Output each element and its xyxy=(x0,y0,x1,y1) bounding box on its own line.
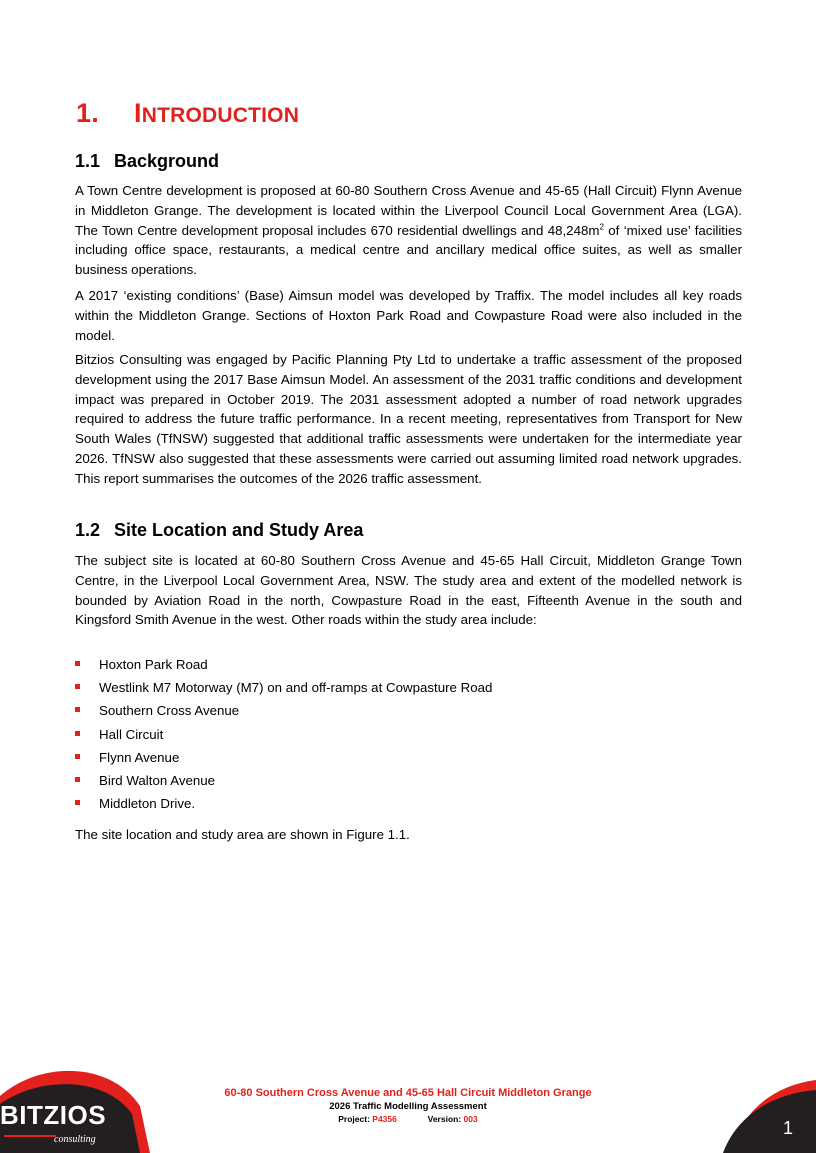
footer-title: 60-80 Southern Cross Avenue and 45-65 Hall Circuit Middleton Grange xyxy=(224,1087,592,1099)
bullet-square-icon xyxy=(75,731,80,736)
logo-tagline: consulting xyxy=(54,1134,96,1145)
paragraph-engagement: Bitzios Consulting was engaged by Pacific Planning Pty Ltd to undertake a traffic assessment of the proposed development using the 2017 Base Aimsun Model. An assessment of the 2031 traffic conditions and development impact was prepared in October 2019. The 2031 assessment adopted a number of road network upgrades required to address the future traffic performance. In a recent meeting, representatives from Transport for New South Wales (TfNSW) suggested that additional traffic assessments were undertaken for the intermediate year 2026. TfNSW also suggested that these assessments were carried out assuming limited road network upgrades. This report summarises the outcomes of the 2026 traffic assessment. xyxy=(75,352,742,486)
paragraph-figure-reference: The site location and study area are shown in Figure 1.1. xyxy=(75,827,410,842)
list-item: Southern Cross Avenue xyxy=(75,701,742,724)
bullet-square-icon xyxy=(75,800,80,805)
section-title: Background xyxy=(114,151,220,171)
bullet-square-icon xyxy=(75,684,80,689)
road-list xyxy=(75,655,742,817)
chapter-heading xyxy=(76,98,299,129)
bullet-square-icon xyxy=(75,777,80,782)
section-heading-site-location xyxy=(75,520,363,541)
version-label: Version: xyxy=(427,1114,462,1124)
bullet-square-icon xyxy=(75,661,80,666)
bullet-square-icon xyxy=(75,707,80,712)
section-title: Site Location and Study Area xyxy=(114,520,364,540)
project-label: Project: xyxy=(338,1114,370,1124)
footer-project-line xyxy=(0,1113,816,1126)
list-item: Hoxton Park Road xyxy=(75,655,742,678)
section-heading-background xyxy=(75,151,219,172)
logo-underline xyxy=(4,1135,56,1137)
project-value: P4356 xyxy=(372,1114,397,1124)
version-value: 003 xyxy=(463,1114,478,1124)
section-number: 1.1 xyxy=(75,151,101,171)
bullet-square-icon xyxy=(75,754,80,759)
list-item: Hall Circuit xyxy=(75,725,742,748)
list-item: Middleton Drive. xyxy=(75,794,742,817)
footer xyxy=(0,1087,816,1126)
footer-subtitle: 2026 Traffic Modelling Assessment xyxy=(329,1101,487,1112)
page-corner-shape xyxy=(721,1078,816,1153)
page-number: 1 xyxy=(782,1118,793,1138)
paragraph-base-model: A 2017 ‘existing conditions’ (Base) Aimsun model was developed by Traffix. The model includes all key roads within the Middleton Grange. Sections of Hoxton Park Road and Cowpasture Road were also included in the model. xyxy=(75,288,742,343)
list-item: Westlink M7 Motorway (M7) on and off-ramps at Cowpasture Road xyxy=(75,678,742,701)
section-number: 1.2 xyxy=(75,520,101,540)
paragraph-study-area: The subject site is located at 60-80 Southern Cross Avenue and 45-65 Hall Circuit, Middleton Grange Town Centre, in the Liverpool Local Government Area, NSW. The study area and extent of the modelled network is bounded by Aviation Road in the north, Cowpasture Road in the east, Fifteenth Avenue in the south and Kingsford Smith Avenue in the west. Other roads within the study area include: xyxy=(75,553,742,628)
list-item: Bird Walton Avenue xyxy=(75,771,742,794)
list-item: Flynn Avenue xyxy=(75,748,742,771)
chapter-title-rest: NTRODUCTION xyxy=(141,104,300,127)
logo-wordmark: BITZIOS xyxy=(0,1100,107,1130)
paragraph-development: A Town Centre development is proposed at 60-80 Southern Cross Avenue and 45-65 (Hall Circuit) Flynn Avenue in Middleton Grange. The development is located within the Liverpool Council Local Government Area (LGA). The Town Centre development proposal includes 670 residential dwellings and $48,248m^2$ of ‘mixed use’ facilities including office space, restaurants, a medical centre and ancillary medical office suites, as well as smaller business operations. xyxy=(75,183,742,278)
chapter-number: 1. xyxy=(76,98,99,128)
chapter-title-initial: I xyxy=(134,98,142,128)
